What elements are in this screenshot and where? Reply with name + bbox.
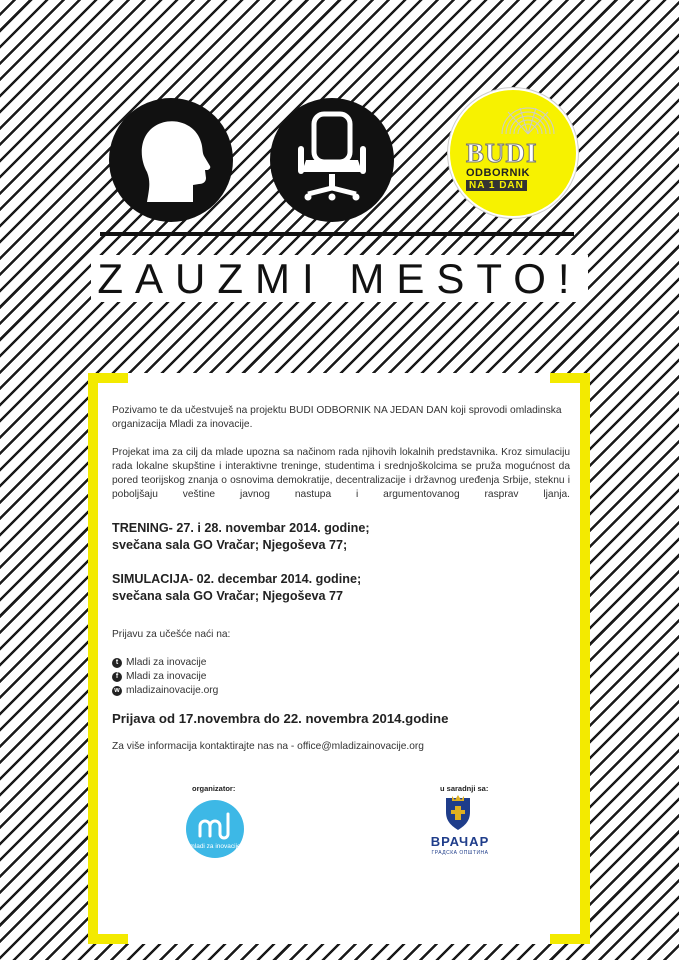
organizer-label: organizator: (192, 784, 236, 793)
yellow-frame-left (88, 373, 98, 944)
yellow-frame-corner (88, 373, 128, 383)
yellow-frame-right (580, 373, 590, 944)
yellow-frame-corner (88, 934, 128, 944)
logo-odbornik-text: ODBORNIK (466, 167, 530, 179)
training-date: TRENING- 27. i 28. novembar 2014. godine; (112, 521, 370, 535)
intro-paragraph: Pozivamo te da učestvuješ na projektu BUDI ODBORNIK NA JEDAN DAN koji sprovodi omladinska organizacija Mladi za inovacije. (112, 405, 562, 430)
apply-intro: Prijavu za učešće naći na: (112, 629, 231, 640)
partner-subtitle: ГРАДСКА ОПШТИНА (431, 850, 489, 856)
office-chair-icon (270, 98, 394, 222)
partner-label: u saradnji sa: (440, 784, 489, 793)
simulation-venue: svečana sala GO Vračar; Njegoševa 77 (112, 589, 344, 603)
budi-odbornik-logo (448, 88, 578, 218)
contact-label[interactable]: Mladi za inovacije (126, 657, 207, 668)
contact-facebook[interactable] (112, 670, 570, 684)
simulation-info (112, 571, 570, 605)
deadline-text: Prijava od 17.novembra do 22. novembra 2014.godine (112, 711, 449, 726)
yellow-frame-corner (550, 373, 590, 383)
logo-na1dan-text: NA 1 DAN (466, 180, 527, 191)
partner-name: ВРАЧАР (430, 834, 490, 849)
web-icon: w (112, 686, 122, 696)
contact-twitter[interactable] (112, 656, 570, 670)
facebook-icon: f (112, 672, 122, 682)
vracar-coat-of-arms-icon (438, 792, 478, 837)
page-title: ZAUZMI MESTO! (0, 255, 679, 303)
simulation-date: SIMULACIJA- 02. decembar 2014. godine; (112, 572, 362, 586)
yellow-frame-corner (550, 934, 590, 944)
contact-website[interactable] (112, 684, 570, 698)
organizer-logo-caption: mladi za inovacije (189, 843, 241, 850)
training-info (112, 520, 570, 554)
description-paragraph: Projekat ima za cilj da mlade upozna sa načinom rada njihovih lokalnih predstavnika. Kroz simulaciju rada lokalne skupštine i interaktivne treninge, studentima i srednjoškolcima se pruža mogućnost da pored teorijskog znanja o osnovima demokratije, decentralizacije i državnog uređenja Srbije, steknu i poboljšaju veštine javnog nastupa i argumentovanog rasprav ljanja. (112, 447, 570, 500)
contact-list (112, 656, 570, 698)
logo-budi-text: BUDI (466, 138, 538, 168)
contact-label[interactable]: mladizainovacije.org (126, 685, 219, 696)
panel-content (112, 404, 570, 754)
more-info-text: Za više informacija kontaktirajte nas na - office@mladizainovacije.org (112, 741, 424, 752)
training-venue: svečana sala GO Vračar; Njegoševa 77; (112, 538, 348, 552)
contact-label[interactable]: Mladi za inovacije (126, 671, 207, 682)
twitter-icon: t (112, 658, 122, 668)
head-silhouette-icon (109, 98, 233, 222)
divider-rule (100, 232, 574, 236)
